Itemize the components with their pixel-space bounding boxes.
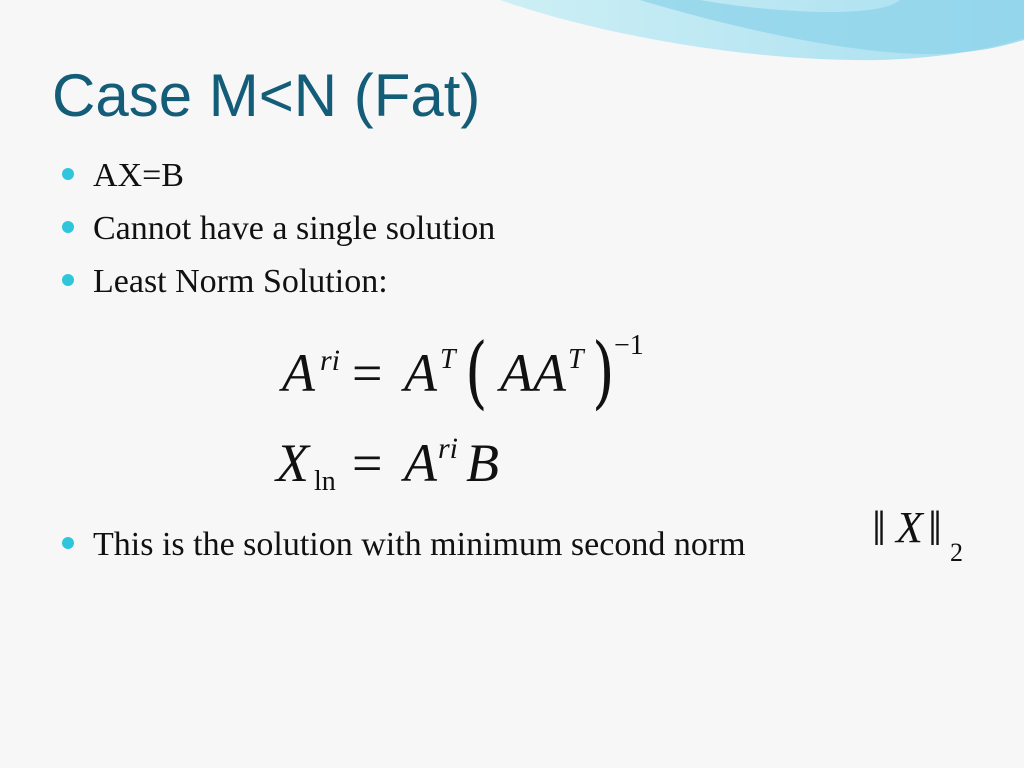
norm-variable: X bbox=[896, 503, 923, 552]
norm-left-bars: ‖ bbox=[872, 500, 887, 556]
norm-subscript: 2 bbox=[950, 538, 963, 567]
eq1-aa: AA bbox=[500, 343, 566, 403]
norm-right-bars: ‖ bbox=[928, 500, 943, 556]
eq1-close-paren: ) bbox=[592, 325, 615, 418]
bullet-text: Least Norm Solution: bbox=[93, 263, 388, 300]
eq2-lhs-subscript: ln bbox=[314, 466, 336, 497]
eq1-aa-superscript: T bbox=[568, 344, 584, 375]
eq2-b: B bbox=[466, 433, 499, 493]
eq2-a: A bbox=[404, 433, 437, 493]
bullet-text: AX=B bbox=[93, 157, 184, 194]
eq2-equals-sign: = bbox=[352, 433, 383, 493]
bullet-text: This is the solution with minimum second norm bbox=[93, 526, 746, 563]
eq1-a: A bbox=[404, 343, 437, 403]
eq1-a-superscript: T bbox=[440, 344, 456, 375]
eq1-lhs-base: A bbox=[282, 343, 315, 403]
eq2-lhs-base: X bbox=[276, 433, 309, 493]
eq1-exponent: −1 bbox=[614, 330, 644, 361]
eq1-equals-sign: = bbox=[352, 343, 383, 403]
eq2-a-superscript: ri bbox=[438, 432, 459, 465]
eq1-open-paren: ( bbox=[465, 325, 488, 418]
eq1-lhs-superscript: ri bbox=[320, 344, 341, 377]
slide-title: Case M<N (Fat) bbox=[52, 62, 481, 129]
bullet-text: Cannot have a single solution bbox=[93, 210, 496, 247]
